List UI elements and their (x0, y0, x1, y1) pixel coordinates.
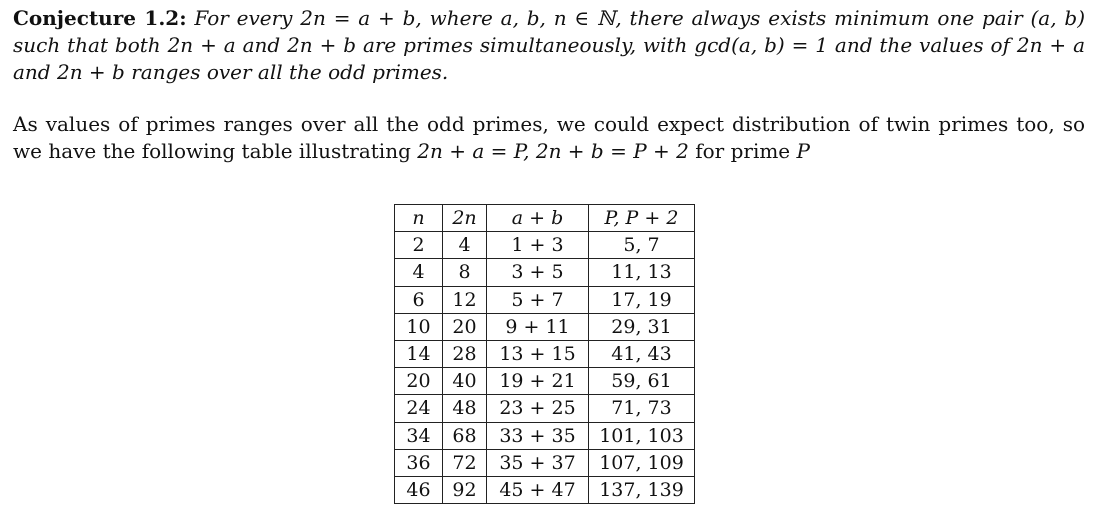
cell-2n: 48 (443, 395, 487, 422)
table-row (395, 232, 695, 259)
cell-a-plus-b: 3 + 5 (487, 259, 589, 286)
table-row (395, 476, 695, 503)
cell-2n: 12 (443, 286, 487, 313)
cell-a-plus-b: 1 + 3 (487, 232, 589, 259)
cell-prime-pair: 5, 7 (589, 232, 695, 259)
cell-prime-pair: 59, 61 (589, 368, 695, 395)
paragraph-formula: 2n + a = P, 2n + b = P + 2 (417, 139, 689, 163)
cell-n: 2 (395, 232, 443, 259)
cell-prime-pair: 71, 73 (589, 395, 695, 422)
cell-prime-pair: 29, 31 (589, 313, 695, 340)
cell-2n: 40 (443, 368, 487, 395)
cell-a-plus-b: 45 + 47 (487, 476, 589, 503)
cell-prime-pair: 137, 139 (589, 476, 695, 503)
cell-a-plus-b: 5 + 7 (487, 286, 589, 313)
cell-2n: 20 (443, 313, 487, 340)
cell-a-plus-b: 13 + 15 (487, 340, 589, 367)
cell-n: 14 (395, 340, 443, 367)
cell-n: 6 (395, 286, 443, 313)
paragraph-text-before: As values of primes ranges over all the odd primes, we could expect distribution of twin primes too, so we have the following table illustrating (13, 112, 1085, 163)
header-n: n (395, 205, 443, 232)
conjecture-text: For every 2n = a + b, where a, b, n ∈ ℕ, there always exists minimum one pair (a, b) such that both 2n + a and 2n + b are primes simultaneously, with gcd(a, b) = 1 and the values of 2n + a and 2n + b ranges over all the odd primes. (13, 6, 1085, 84)
cell-n: 46 (395, 476, 443, 503)
conjecture-block (13, 5, 1085, 86)
cell-2n: 8 (443, 259, 487, 286)
cell-2n: 72 (443, 449, 487, 476)
cell-n: 24 (395, 395, 443, 422)
cell-prime-pair: 41, 43 (589, 340, 695, 367)
cell-prime-pair: 107, 109 (589, 449, 695, 476)
cell-a-plus-b: 35 + 37 (487, 449, 589, 476)
intro-paragraph (13, 111, 1085, 165)
header-p-pair: P, P + 2 (589, 205, 695, 232)
cell-prime-pair: 17, 19 (589, 286, 695, 313)
table-row (395, 422, 695, 449)
table-row (395, 313, 695, 340)
header-a-plus-b: a + b (487, 205, 589, 232)
paragraph-prime-symbol: P (796, 139, 810, 163)
twin-primes-table (394, 204, 695, 504)
cell-2n: 68 (443, 422, 487, 449)
cell-2n: 92 (443, 476, 487, 503)
cell-n: 4 (395, 259, 443, 286)
cell-2n: 28 (443, 340, 487, 367)
cell-prime-pair: 101, 103 (589, 422, 695, 449)
header-2n: 2n (443, 205, 487, 232)
table-row (395, 286, 695, 313)
table-header-row (395, 205, 695, 232)
table-row (395, 449, 695, 476)
table-row (395, 259, 695, 286)
cell-prime-pair: 11, 13 (589, 259, 695, 286)
cell-a-plus-b: 23 + 25 (487, 395, 589, 422)
cell-a-plus-b: 19 + 21 (487, 368, 589, 395)
table-row (395, 368, 695, 395)
cell-n: 36 (395, 449, 443, 476)
cell-n: 10 (395, 313, 443, 340)
cell-n: 20 (395, 368, 443, 395)
conjecture-label: Conjecture 1.2: (13, 6, 187, 30)
table-row (395, 395, 695, 422)
cell-n: 34 (395, 422, 443, 449)
paragraph-text-after: for prime (688, 139, 797, 163)
cell-a-plus-b: 33 + 35 (487, 422, 589, 449)
cell-a-plus-b: 9 + 11 (487, 313, 589, 340)
cell-2n: 4 (443, 232, 487, 259)
table-row (395, 340, 695, 367)
